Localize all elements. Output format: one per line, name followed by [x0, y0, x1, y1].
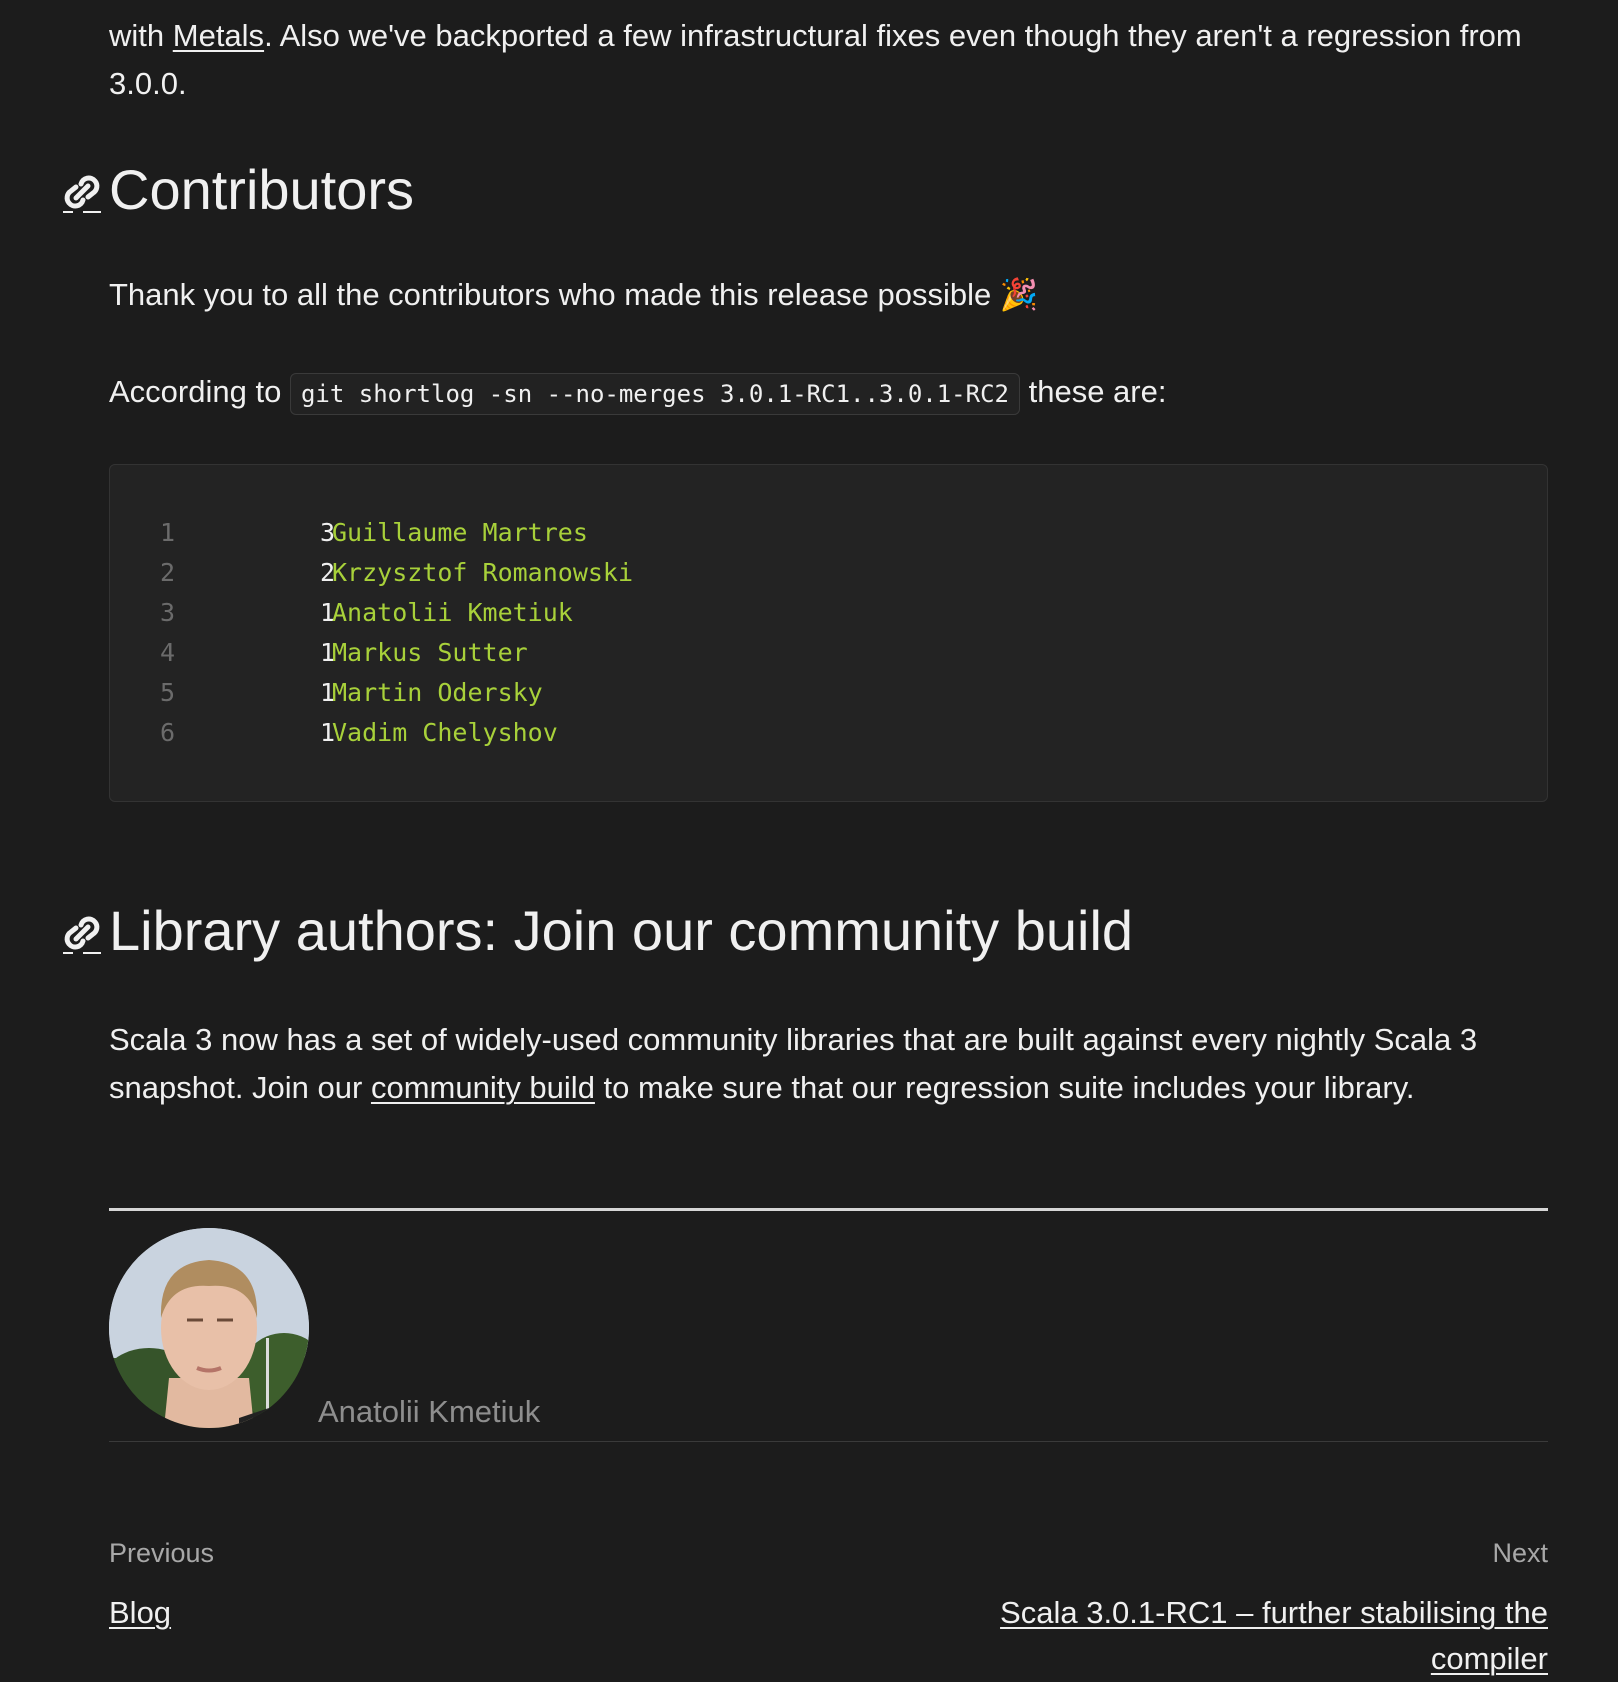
text: . Also we've backported a few infrastructural fixes even though they aren't a regression from 3.0.0.: [109, 18, 1522, 101]
commit-count: 2: [319, 558, 335, 587]
divider: [109, 1441, 1548, 1442]
commit-count: 1: [319, 638, 335, 667]
library-heading: [109, 899, 1133, 963]
commit-count: 1: [319, 598, 335, 627]
heading-text: Library authors: Join our community build: [109, 899, 1134, 962]
line-number: 1: [160, 518, 176, 547]
community-build-link[interactable]: community build: [370, 1070, 595, 1105]
author-name: Anatolii Kmetiuk: [318, 1394, 541, 1429]
author-avatar: [109, 1228, 309, 1428]
line-number: 5: [160, 678, 176, 707]
next-label: Next: [1492, 1538, 1548, 1568]
line-number: 6: [160, 718, 176, 747]
intro-paragraph: [109, 12, 1548, 108]
text: with: [109, 18, 173, 53]
contributor-name: Markus Sutter: [332, 638, 528, 667]
text: According to: [109, 374, 282, 409]
link-icon[interactable]: [61, 170, 103, 214]
heading-text: Contributors: [109, 158, 415, 221]
commit-count: 1: [319, 718, 335, 747]
text: these are:: [1028, 374, 1167, 409]
commit-count: 3: [319, 518, 335, 547]
code-block: [109, 464, 1548, 802]
library-paragraph: [109, 1016, 1529, 1112]
previous-label: Previous: [109, 1538, 215, 1568]
link-icon[interactable]: [61, 911, 103, 955]
inline-code: git shortlog -sn --no-merges 3.0.1-RC1..3.0.1-RC2: [290, 373, 1020, 415]
contributor-name: Krzysztof Romanowski: [332, 558, 634, 587]
divider: [109, 1208, 1548, 1211]
text: to make sure that our regression suite includes your library.: [594, 1070, 1415, 1105]
text: Scala 3 now has a set of widely-used community libraries that are built against every nightly Scala 3 snapshot. Join our: [109, 1022, 1478, 1105]
next-post-link[interactable]: Scala 3.0.1-RC1 – further stabilising the compiler: [1000, 1595, 1548, 1676]
contributor-name: Martin Odersky: [332, 678, 543, 707]
line-number: 2: [160, 558, 176, 587]
contributors-heading: [109, 158, 414, 222]
thanks-text: Thank you to all the contributors who made this release possible 🎉: [109, 277, 1039, 312]
contributor-name: Guillaume Martres: [332, 518, 588, 547]
line-number: 3: [160, 598, 176, 627]
previous-post-link[interactable]: Blog: [109, 1595, 172, 1630]
line-number: 4: [160, 638, 176, 667]
according-paragraph: [109, 368, 1548, 418]
contributor-name: Vadim Chelyshov: [332, 718, 558, 747]
metals-link[interactable]: Metals: [172, 18, 265, 53]
contributor-name: Anatolii Kmetiuk: [332, 598, 573, 627]
commit-count: 1: [319, 678, 335, 707]
